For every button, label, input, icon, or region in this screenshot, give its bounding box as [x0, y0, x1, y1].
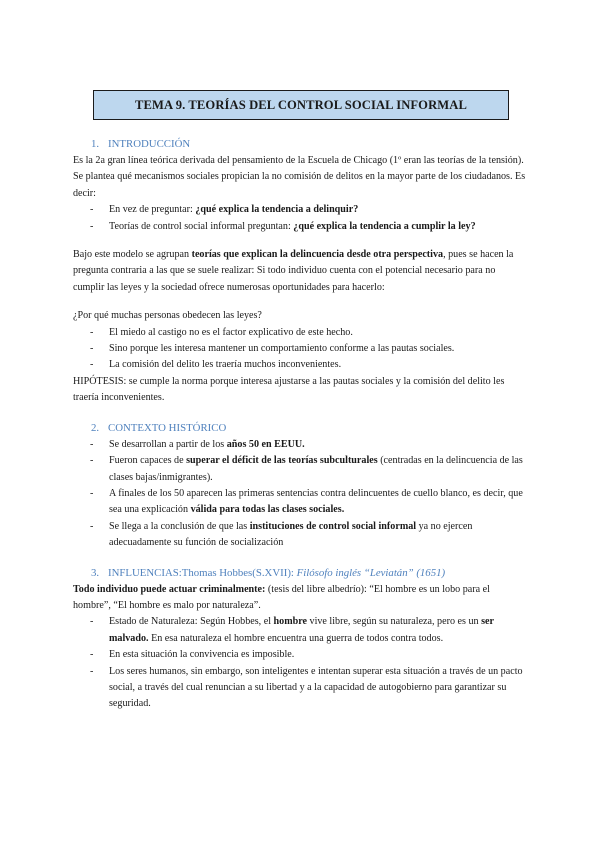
document-body: [73, 135, 528, 713]
list-item: - En esta situación la convivencia es imposible.: [73, 647, 528, 663]
list-item: - Fueron capaces de superar el déficit de las teorías subculturales (centradas en la delincuencia de las clases bajas/inmigrantes).: [73, 453, 528, 486]
list-item: - A finales de los 50 aparecen las primeras sentencias contra delincuentes de cuello blanco, es decir, que sea una explicación válida para todas las clases sociales.: [73, 486, 528, 519]
list-item: - La comisión del delito les traería muchos inconvenientes.: [73, 357, 528, 373]
list-item: - Los seres humanos, sin embargo, son inteligentes e intentan superar esta situación a través de un pacto social, a través del cual renuncian a su libertad y a la capacidad de autogobierno para garantizar su seguridad.: [73, 664, 528, 713]
question: ¿Por qué muchas personas obedecen las leyes?: [73, 310, 262, 322]
paragraph: Es la 2a gran línea teórica derivada del pensamiento de la Escuela de Chicago (1º eran las teorías de la tensión).: [73, 155, 524, 166]
list-item: - Teorías de control social informal preguntan: ¿qué explica la tendencia a cumplir la ley?: [73, 219, 528, 235]
section-heading-introduccion: 1. INTRODUCCIÓN: [91, 138, 191, 150]
list-item: - El miedo al castigo no es el factor explicativo de este hecho.: [73, 325, 528, 341]
list-item: - En vez de preguntar: ¿qué explica la tendencia a delinquir?: [73, 202, 528, 218]
section-heading-contexto: 2. CONTEXTO HISTÓRICO: [91, 421, 227, 434]
list-item: - Sino porque les interesa mantener un comportamiento conforme a las pautas sociales.: [73, 341, 528, 357]
title-box: [93, 90, 509, 120]
paragraph: Todo individuo puede actuar criminalmente: (tesis del libre albedrío): “El hombre es un lobo para el hombre”, “El hombre es malo por naturaleza”.: [73, 583, 490, 611]
paragraph: Se plantea qué mecanismos sociales propician la no comisión de delitos en la mayor parte de los ciudadanos. Es decir:: [73, 171, 526, 199]
list-item: - Estado de Naturaleza: Según Hobbes, el hombre vive libre, según su naturaleza, pero es un ser malvado. En esa naturaleza el hombre encuentra una guerra de todos contra todos.: [73, 614, 528, 647]
paragraph: Bajo este modelo se agrupan teorías que explican la delincuencia desde otra perspectiva, pues se hacen la pregunta contraria a las que se suele realizar: Si todo individuo cuenta con el potencial necesario para no cumplir las leyes y la sociedad ofrece numerosas oportunidades para hacerlo:: [73, 249, 514, 293]
section-heading-influencias: 3. INFLUENCIAS:Thomas Hobbes(S.XVII): Filósofo inglés “Leviatán” (1651): [91, 566, 446, 579]
list-item: - Se desarrollan a partir de los años 50 en EEUU.: [73, 437, 528, 453]
page-title: TEMA 9. TEORÍAS DEL CONTROL SOCIAL INFORMAL: [135, 97, 467, 112]
list-item: - Se llega a la conclusión de que las instituciones de control social informal ya no ejercen adecuadamente su función de socialización: [73, 519, 528, 552]
hypothesis: HIPÓTESIS: se cumple la norma porque interesa ajustarse a las pautas sociales y la comisión del delito les traería inconvenientes.: [73, 375, 505, 404]
